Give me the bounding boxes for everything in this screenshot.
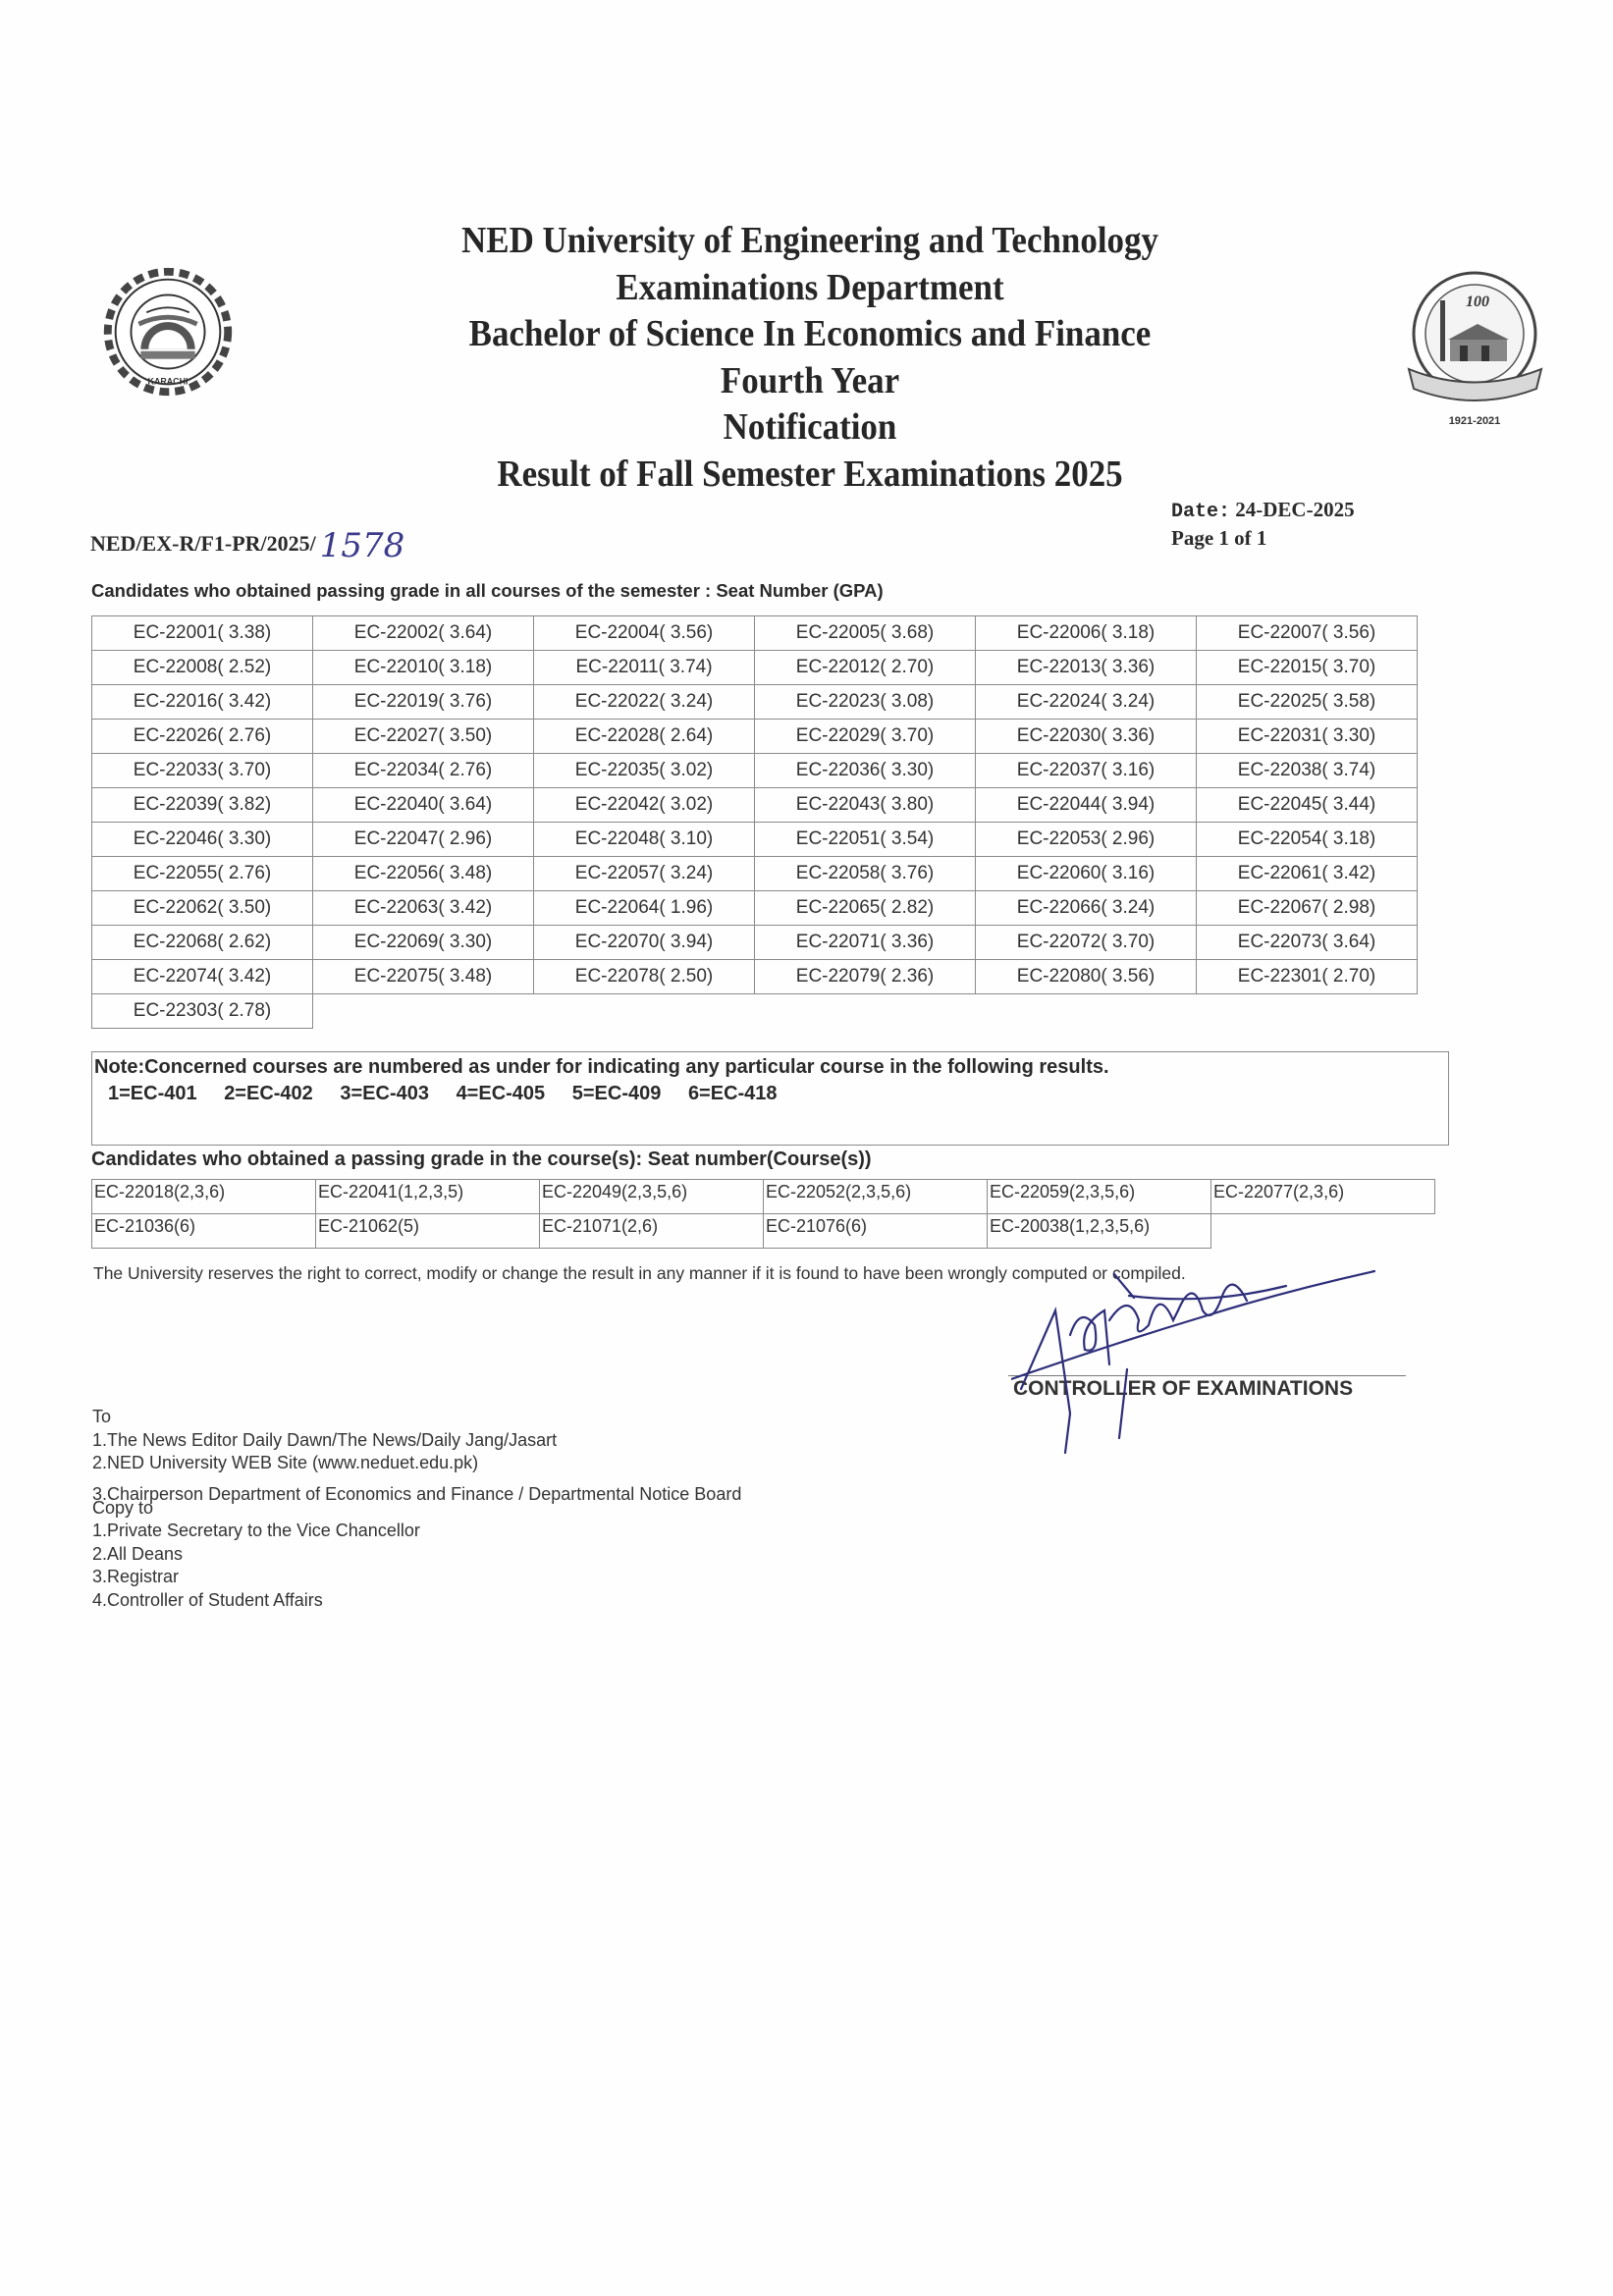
seat-gpa-cell: EC-22033( 3.70) <box>92 754 313 788</box>
seat-gpa-cell: EC-22002( 3.64) <box>313 616 534 651</box>
passed-courses-table <box>91 1179 1435 1249</box>
copy-item: 3.Registrar <box>92 1567 180 1586</box>
seat-gpa-cell: EC-22048( 3.10) <box>534 823 755 857</box>
handwritten-signature-icon <box>1011 1266 1424 1463</box>
seat-gpa-cell: EC-22035( 3.02) <box>534 754 755 788</box>
notification-label: Notification <box>723 406 897 448</box>
seat-gpa-cell: EC-22065( 2.82) <box>755 891 976 926</box>
distribution-list <box>92 1406 741 1612</box>
seat-course-cell: EC-22049(2,3,5,6) <box>540 1180 764 1214</box>
passed-all-table <box>91 615 1418 1029</box>
seat-gpa-cell: EC-22069( 3.30) <box>313 926 534 960</box>
to-item: 1.The News Editor Daily Dawn/The News/Daily Jang/Jasart <box>92 1429 558 1450</box>
seat-gpa-cell: EC-22078( 2.50) <box>534 960 755 994</box>
table-row <box>92 616 1418 651</box>
reference-prefix: NED/EX-R/F1-PR/2025/ <box>90 531 316 556</box>
seat-gpa-cell: EC-22079( 2.36) <box>755 960 976 994</box>
seat-gpa-cell: EC-22015( 3.70) <box>1197 651 1418 685</box>
page-info: Page 1 of 1 <box>1171 526 1267 550</box>
seat-gpa-cell: EC-22061( 3.42) <box>1197 857 1418 891</box>
ned-centenary-logo-icon <box>1399 263 1551 430</box>
seat-gpa-cell: EC-22031( 3.30) <box>1197 720 1418 754</box>
to-item: 2.NED University WEB Site (www.neduet.edu.pk) <box>92 1453 479 1472</box>
copy-item: 1.Private Secretary to the Vice Chancellor <box>92 1521 420 1540</box>
date-page-block <box>1171 497 1355 551</box>
reference-number <box>90 520 405 565</box>
seat-gpa-cell: EC-22034( 2.76) <box>313 754 534 788</box>
seat-gpa-cell: EC-22057( 3.24) <box>534 857 755 891</box>
seat-gpa-cell: EC-22046( 3.30) <box>92 823 313 857</box>
course-code: 2=EC-402 <box>224 1083 313 1104</box>
seat-gpa-cell: EC-22026( 2.76) <box>92 720 313 754</box>
seat-gpa-cell: EC-22062( 3.50) <box>92 891 313 926</box>
year-level: Fourth Year <box>720 359 900 401</box>
empty-cell <box>534 994 755 1029</box>
table-row <box>92 720 1418 754</box>
document-title-block <box>324 218 1296 498</box>
seat-course-cell: EC-21076(6) <box>764 1214 988 1249</box>
ned-university-logo-icon <box>90 263 245 400</box>
program-name: Bachelor of Science In Economics and Finance <box>468 313 1152 354</box>
seat-gpa-cell: EC-22006( 3.18) <box>976 616 1197 651</box>
seat-course-cell: EC-22041(1,2,3,5) <box>316 1180 540 1214</box>
seat-course-cell: EC-21071(2,6) <box>540 1214 764 1249</box>
seat-gpa-cell: EC-22072( 3.70) <box>976 926 1197 960</box>
table-row <box>92 960 1418 994</box>
reference-handwritten-number: 1578 <box>319 526 405 565</box>
seat-gpa-cell: EC-22037( 3.16) <box>976 754 1197 788</box>
seat-gpa-cell: EC-22008( 2.52) <box>92 651 313 685</box>
seat-gpa-cell: EC-22030( 3.36) <box>976 720 1197 754</box>
university-name: NED University of Engineering and Technology <box>461 220 1158 261</box>
seat-gpa-cell: EC-22060( 3.16) <box>976 857 1197 891</box>
seat-gpa-cell: EC-22005( 3.68) <box>755 616 976 651</box>
seat-gpa-cell: EC-22007( 3.56) <box>1197 616 1418 651</box>
logo-right-100-text: 100 <box>1466 294 1489 310</box>
seat-gpa-cell: EC-22068( 2.62) <box>92 926 313 960</box>
seat-gpa-cell: EC-22013( 3.36) <box>976 651 1197 685</box>
disclaimer-text: The University reserves the right to correct, modify or change the result in any manner if it is found to have been wrongly computed or compiled. <box>93 1263 1186 1283</box>
table-row <box>92 1214 1435 1249</box>
seat-gpa-cell: EC-22070( 3.94) <box>534 926 755 960</box>
empty-cell <box>755 994 976 1029</box>
to-item: 3.Chairperson Department of Economics and Finance / Departmental Notice Board <box>92 1483 742 1504</box>
table-row <box>92 891 1418 926</box>
seat-gpa-cell: EC-22073( 3.64) <box>1197 926 1418 960</box>
seat-course-cell: EC-22052(2,3,5,6) <box>764 1180 988 1214</box>
date-value: 24-DEC-2025 <box>1235 498 1355 521</box>
seat-gpa-cell: EC-22058( 3.76) <box>755 857 976 891</box>
seat-gpa-cell: EC-22063( 3.42) <box>313 891 534 926</box>
table-row <box>92 788 1418 823</box>
course-code: 1=EC-401 <box>108 1083 197 1104</box>
seat-gpa-cell: EC-22301( 2.70) <box>1197 960 1418 994</box>
seat-gpa-cell: EC-22044( 3.94) <box>976 788 1197 823</box>
passed-courses-heading: Candidates who obtained a passing grade in the course(s): Seat number(Course(s)) <box>91 1148 872 1170</box>
seat-gpa-cell: EC-22055( 2.76) <box>92 857 313 891</box>
seat-gpa-cell: EC-22025( 3.58) <box>1197 685 1418 720</box>
table-row <box>92 1180 1435 1214</box>
seat-course-cell: EC-22018(2,3,6) <box>92 1180 316 1214</box>
seat-gpa-cell: EC-22043( 3.80) <box>755 788 976 823</box>
seat-course-cell: EC-21062(5) <box>316 1214 540 1249</box>
seat-gpa-cell: EC-22036( 3.30) <box>755 754 976 788</box>
seat-gpa-cell: EC-22056( 3.48) <box>313 857 534 891</box>
logo-left-karachi-text: KARACHI <box>147 376 188 387</box>
seat-gpa-cell: EC-22045( 3.44) <box>1197 788 1418 823</box>
seat-course-cell: EC-22059(2,3,5,6) <box>988 1180 1211 1214</box>
seat-course-cell: EC-20038(1,2,3,5,6) <box>988 1214 1211 1249</box>
course-code: 6=EC-418 <box>687 1083 778 1104</box>
seat-gpa-cell: EC-22053( 2.96) <box>976 823 1197 857</box>
seat-gpa-cell: EC-22027( 3.50) <box>313 720 534 754</box>
seat-gpa-cell: EC-22029( 3.70) <box>755 720 976 754</box>
seat-gpa-cell: EC-22011( 3.74) <box>534 651 755 685</box>
seat-gpa-cell: EC-22019( 3.76) <box>313 685 534 720</box>
seat-course-cell: EC-22077(2,3,6) <box>1211 1180 1435 1214</box>
seat-gpa-cell: EC-22074( 3.42) <box>92 960 313 994</box>
table-row <box>92 754 1418 788</box>
copy-to-heading: Copy to <box>92 1498 154 1518</box>
empty-cell <box>1197 994 1418 1029</box>
empty-cell <box>976 994 1197 1029</box>
seat-gpa-cell: EC-22080( 3.56) <box>976 960 1197 994</box>
seat-gpa-cell: EC-22067( 2.98) <box>1197 891 1418 926</box>
empty-cell <box>1211 1214 1435 1249</box>
seat-gpa-cell: EC-22028( 2.64) <box>534 720 755 754</box>
seat-gpa-cell: EC-22040( 3.64) <box>313 788 534 823</box>
department-name: Examinations Department <box>616 266 1004 308</box>
table-row <box>92 823 1418 857</box>
seat-gpa-cell: EC-22022( 3.24) <box>534 685 755 720</box>
course-numbering-note <box>91 1051 1449 1146</box>
course-code: 3=EC-403 <box>340 1083 429 1104</box>
seat-gpa-cell: EC-22051( 3.54) <box>755 823 976 857</box>
seat-gpa-cell: EC-22042( 3.02) <box>534 788 755 823</box>
seat-gpa-cell: EC-22064( 1.96) <box>534 891 755 926</box>
result-title: Result of Fall Semester Examinations 2025 <box>497 453 1123 495</box>
course-code: 4=EC-405 <box>456 1083 546 1104</box>
date-label: Date: <box>1171 501 1231 523</box>
seat-course-cell: EC-21036(6) <box>92 1214 316 1249</box>
seat-gpa-cell: EC-22075( 3.48) <box>313 960 534 994</box>
controller-title: CONTROLLER OF EXAMINATIONS <box>1013 1377 1354 1400</box>
seat-gpa-cell: EC-22303( 2.78) <box>92 994 313 1029</box>
seat-gpa-cell: EC-22071( 3.36) <box>755 926 976 960</box>
empty-cell <box>313 994 534 1029</box>
seat-gpa-cell: EC-22038( 3.74) <box>1197 754 1418 788</box>
course-code-list <box>94 1081 1448 1107</box>
copy-item: 4.Controller of Student Affairs <box>92 1589 323 1610</box>
seat-gpa-cell: EC-22039( 3.82) <box>92 788 313 823</box>
logo-right-years-text: 1921-2021 <box>1448 415 1501 427</box>
table-row <box>92 685 1418 720</box>
seat-gpa-cell: EC-22054( 3.18) <box>1197 823 1418 857</box>
table-row <box>92 857 1418 891</box>
seat-gpa-cell: EC-22047( 2.96) <box>313 823 534 857</box>
passed-all-heading: Candidates who obtained passing grade in all courses of the semester : Seat Number (GPA) <box>91 580 884 601</box>
course-code: 5=EC-409 <box>571 1083 662 1104</box>
seat-gpa-cell: EC-22024( 3.24) <box>976 685 1197 720</box>
table-row <box>92 994 1418 1029</box>
seat-gpa-cell: EC-22001( 3.38) <box>92 616 313 651</box>
seat-gpa-cell: EC-22066( 3.24) <box>976 891 1197 926</box>
table-row <box>92 651 1418 685</box>
note-text: Note:Concerned courses are numbered as under for indicating any particular course in the following results. <box>94 1056 1109 1078</box>
seat-gpa-cell: EC-22012( 2.70) <box>755 651 976 685</box>
seat-gpa-cell: EC-22016( 3.42) <box>92 685 313 720</box>
to-heading: To <box>92 1407 112 1426</box>
copy-item: 2.All Deans <box>92 1543 184 1564</box>
seat-gpa-cell: EC-22010( 3.18) <box>313 651 534 685</box>
seat-gpa-cell: EC-22004( 3.56) <box>534 616 755 651</box>
table-row <box>92 926 1418 960</box>
seat-gpa-cell: EC-22023( 3.08) <box>755 685 976 720</box>
